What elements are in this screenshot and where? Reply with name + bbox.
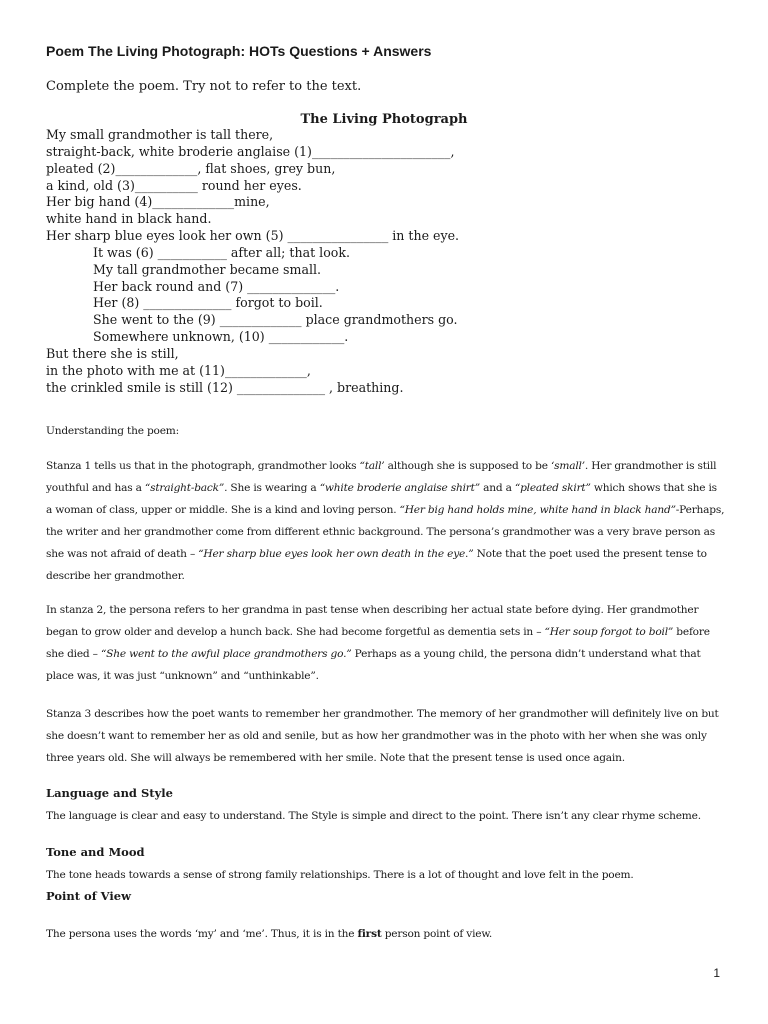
poem-line: Her big hand (4)_____________mine, (46, 194, 270, 210)
poem-line: pleated (2)_____________, flat shoes, grey bun, (46, 160, 336, 176)
point-of-view-text: The persona uses the words ‘my’ and ‘me’. Thus, it is in the first person point of view. (46, 928, 493, 940)
poem-title: The Living Photograph (300, 112, 468, 127)
poem-line: a kind, old (3)__________ round her eyes. (46, 177, 302, 193)
stanza-1-paragraph: Stanza 1 tells us that in the photograph, grandmother looks “tall’ although she is supposed to be ‘small’. Her grandmother is still youthful and has a “straight-back”. She is wearing a “white broderie anglaise shirt” and a “pleated skirt” which shows that she is a woman of class, upper or middle. She is a kind and loving person. “Her big hand holds mine, white hand in black hand”-Perhaps, the writer and her grandmother come from different ethnic background. The persona’s grandmother was a very brave person as she was not afraid of death – “Her sharp blue eyes look her own death in the eye.” Note that the poet used the present tense to describe her grandmother. (46, 460, 725, 582)
poem-line: Her (8) ______________ forgot to boil. (93, 295, 323, 311)
poem-line: Somewhere unknown, (10) ____________. (93, 329, 349, 345)
poem-line: Her sharp blue eyes look her own (5) ________________ in the eye. (46, 228, 460, 244)
tone-mood-text: The tone heads towards a sense of strong family relationships. There is a lot of thought and love felt in the poem. (46, 869, 634, 881)
poem-line: the crinkled smile is still (12) ______________ , breathing. (46, 379, 404, 395)
tone-mood-heading: Tone and Mood (46, 845, 145, 859)
poem-line: It was (6) ___________ after all; that look. (93, 244, 350, 260)
language-style-text: The language is clear and easy to understand. The Style is simple and direct to the point. There isn’t any clear rhyme scheme. (46, 810, 701, 822)
poem-line: My tall grandmother became small. (93, 261, 322, 277)
page-number: 1 (713, 966, 720, 980)
instruction-text: Complete the poem. Try not to refer to the text. (46, 79, 362, 94)
understanding-heading: Understanding the poem: (46, 425, 179, 437)
poem-line: My small grandmother is tall there, (46, 127, 274, 142)
poem-line: Her back round and (7) ______________. (93, 278, 340, 294)
poem-line: She went to the (9) _____________ place grandmothers go. (93, 312, 458, 328)
language-style-heading: Language and Style (46, 786, 173, 800)
document-title: Poem The Living Photograph: HOTs Questions + Answers (46, 43, 432, 59)
poem-line: in the photo with me at (11)_____________, (46, 362, 311, 378)
stanza-3-paragraph: Stanza 3 describes how the poet wants to remember her grandmother. The memory of her grandmother will definitely live on but she doesn’t want to remember her as old and senile, but as how her grandmother was in the photo with her when she was only three years old. She will always be remembered with her smile. Note that the present tense is used once again. (46, 708, 719, 764)
poem-body (46, 127, 726, 397)
stanza-2-paragraph: In stanza 2, the persona refers to her grandma in past tense when describing her actual state before dying. Her grandmother began to grow older and develop a hunch back. She had become forgetful as dementia sets in – “Her soup forgot to boil” before she died – “She went to the awful place grandmothers go.” Perhaps as a young child, the persona didn’t understand what that place was, it was just “unknown” and “unthinkable”. (46, 604, 710, 682)
poem-line: white hand in black hand. (46, 211, 212, 227)
point-of-view-heading: Point of View (46, 889, 131, 903)
poem-line: But there she is still, (46, 345, 179, 361)
poem-line: straight-back, white broderie anglaise (1)______________________, (46, 143, 455, 159)
